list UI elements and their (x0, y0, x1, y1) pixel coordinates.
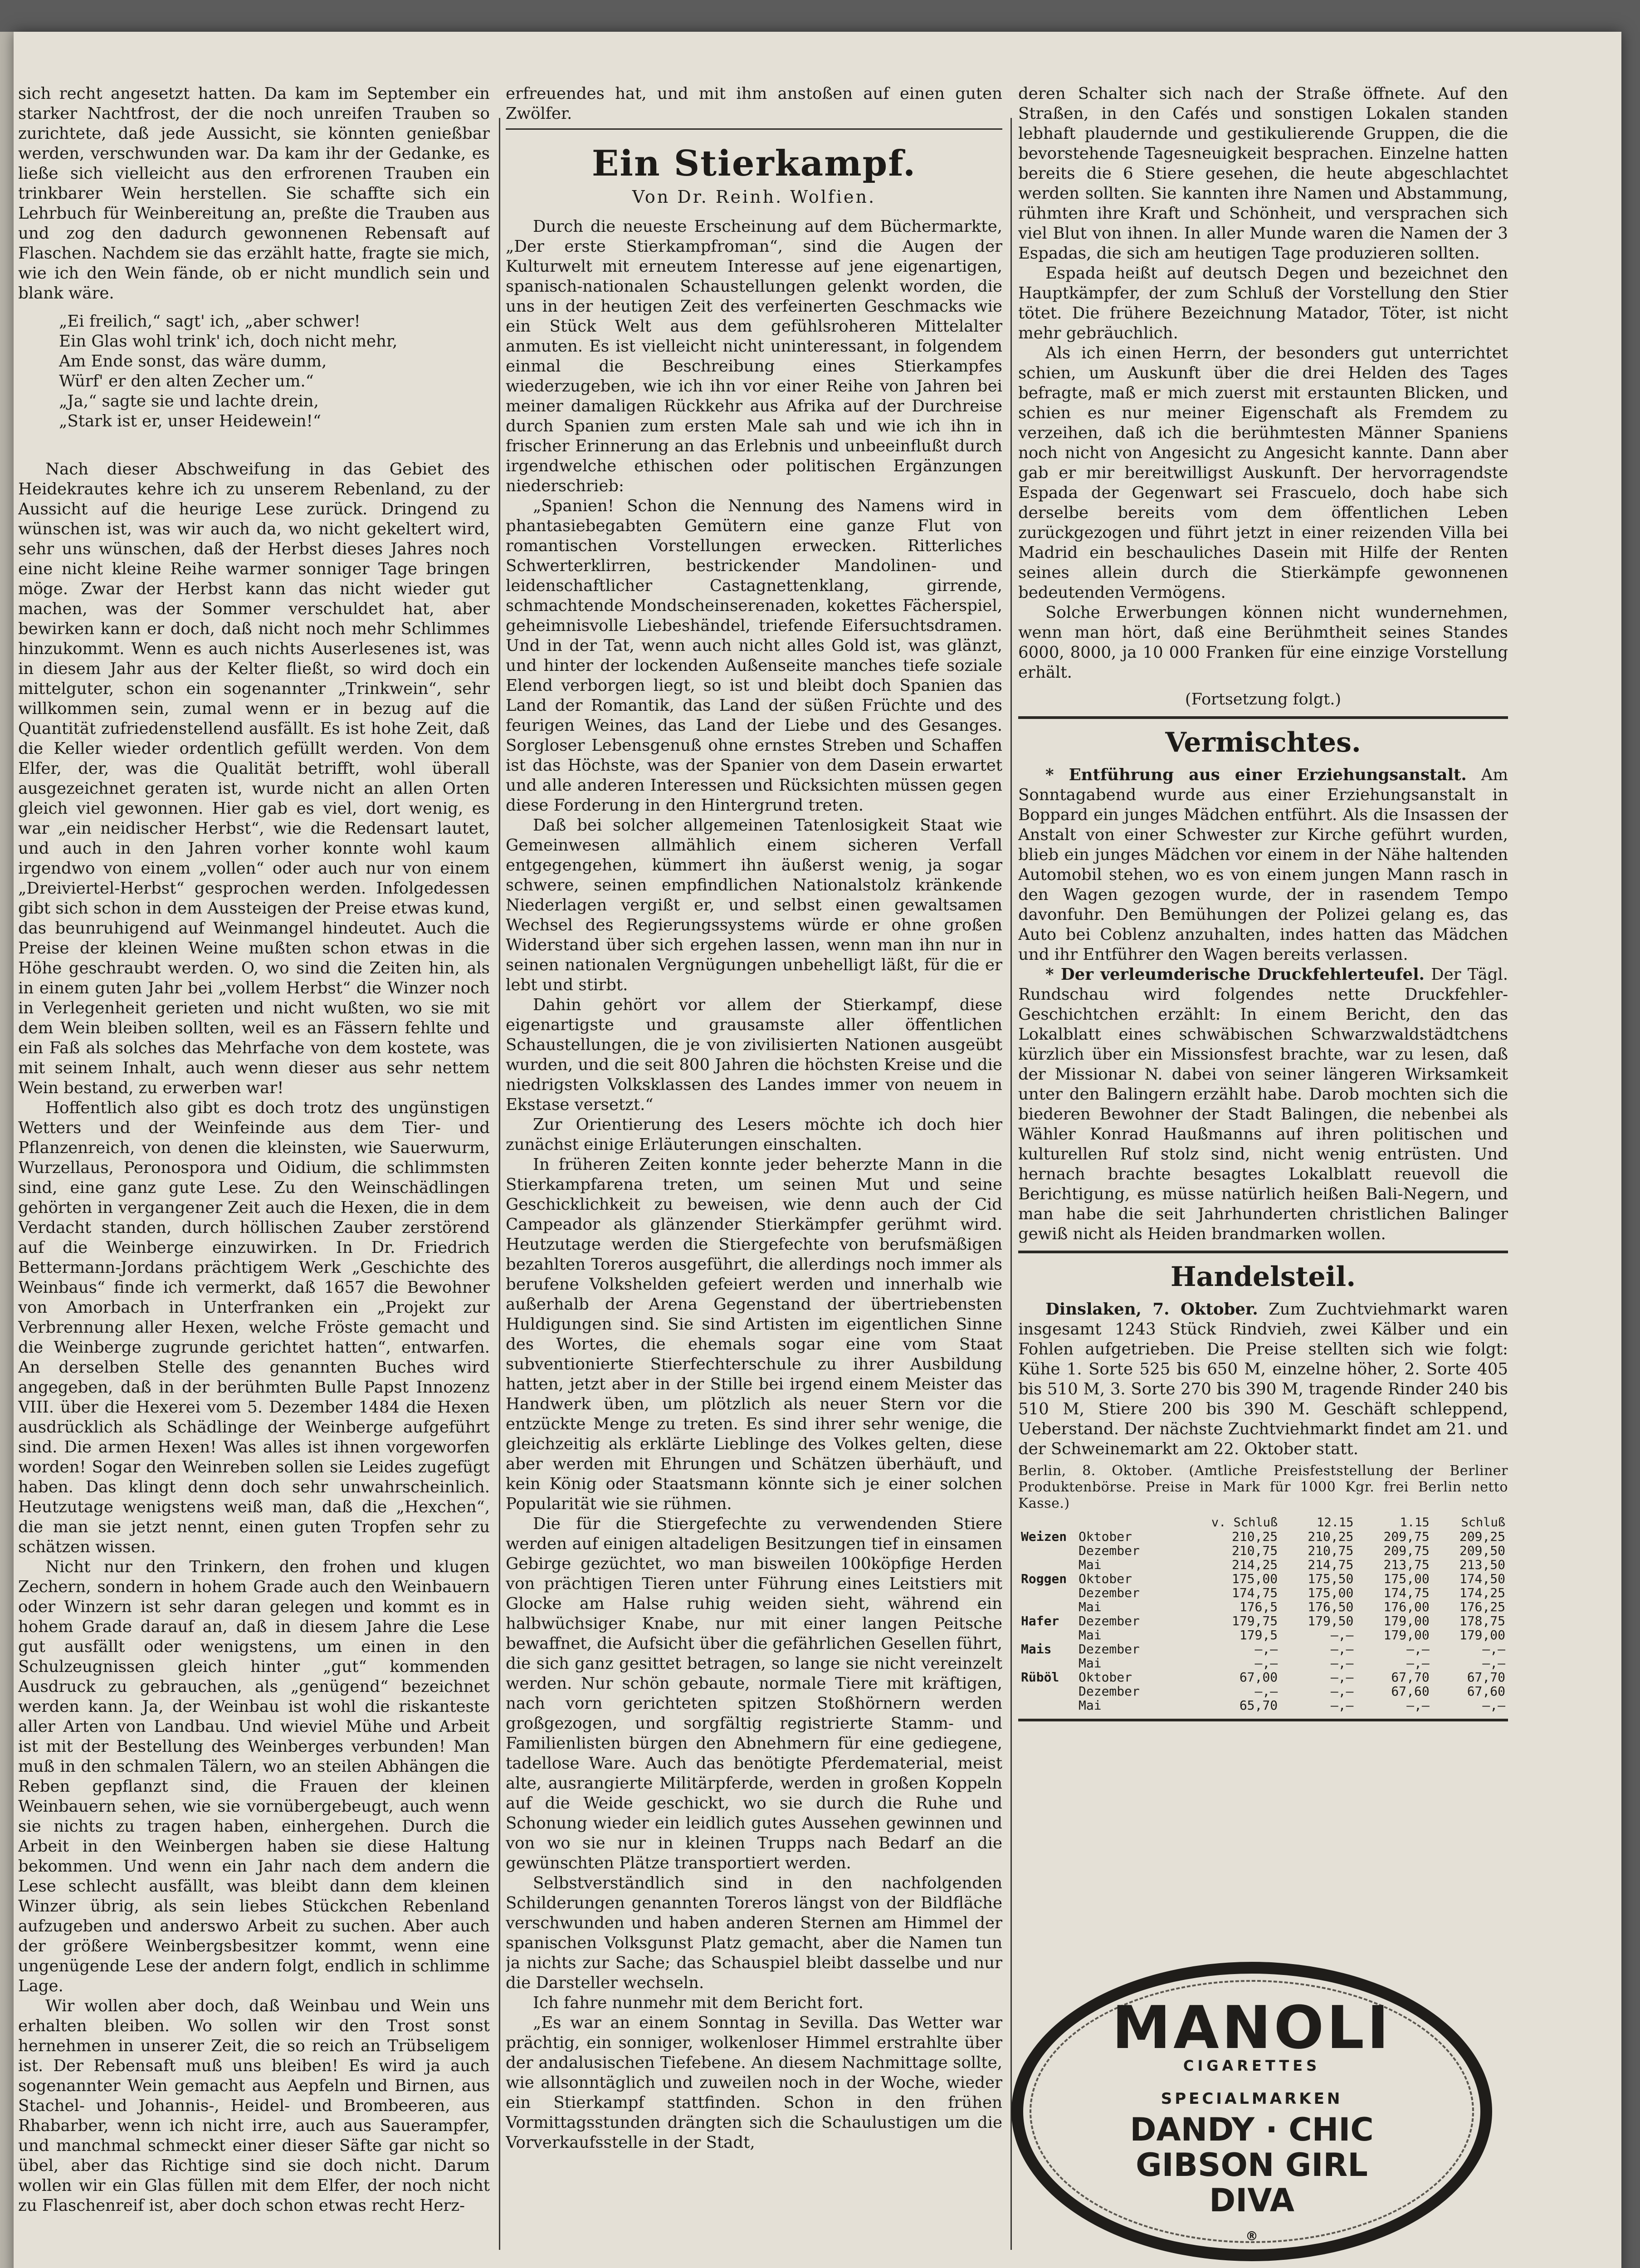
price-value: —,— (1406, 1656, 1430, 1671)
delivery-month: Mai (1079, 1698, 1102, 1713)
price-value: —,— (1254, 1656, 1278, 1671)
article-paragraph: Als ich einen Herrn, der besonders gut unterrichtet schien, um Auskunft über die drei Helden des Tages befragte, maß er mich zuerst mit erstaunten Blicken, und schien es nur meiner Eigenschaft als Fremdem zu verzeihen, daß ich die berühmtesten Männer Spaniens noch nicht von Angesicht zu Angesicht kannte. Dann aber gab er mir bereitwilligst Auskunft. Der hervorragendste Espada der Gegenwart sei Frascuelo, doch habe sich derselbe bereits vom dem öffentlichen Leben zurückgezogen und führt jetzt in einer reizenden Villa bei Madrid ein beschauliches Dasein mit Hilfe der Renten seines allein durch die Stierkämpfe gewonnenen bedeutenden Vermögens. (1018, 344, 1508, 602)
price-value: —,— (1254, 1642, 1278, 1657)
article-paragraph: sich recht angesetzt hatten. Da kam im September ein starker Nachtfrost, der die noch unreifen Trauben so zurichtete, daß jede Aussicht, sie könnten genießbar werden, verschwunden war. Da kam ihr der Gedanke, es ließe sich vielleicht aus den erfrorenen Trauben ein trinkbarer Wein herstellen. Sie schaffte sich ein Lehrbuch für Weinbereitung an, preßte die Trauben aus und zog den dadurch gewonnenen Rebensaft auf Flaschen. Nachdem sie das erzählt hatte, fragte sie mich, wie ich den Wein fände, ob er nicht mundlich sein und blank wäre. (18, 84, 490, 303)
price-column-header: Schluß (1461, 1515, 1505, 1530)
price-row (1018, 1656, 1508, 1670)
price-value: —,— (1330, 1656, 1354, 1671)
grain-name: Weizen (1021, 1529, 1067, 1544)
price-row (1018, 1600, 1508, 1614)
price-row (1018, 1670, 1508, 1684)
price-value: 67,60 (1391, 1684, 1430, 1699)
ad-brand-line: DANDY · CHIC (1130, 2111, 1374, 2148)
price-value: 179,5 (1239, 1628, 1278, 1642)
article-paragraph: Dahin gehört vor allem der Stierkampf, diese eigenartigste und grausamste aller öffentlichen Schaustellungen, die je von zivilisierten Nationen ausgeübt wurden, und die seit 800 Jahren die höchsten Kreise und die niedrigsten Volksklassen des Landes immer von neuem in Ekstase versetzt.“ (506, 996, 1002, 1114)
price-row (1018, 1586, 1508, 1600)
market-report-heading: Dinslaken, 7. Oktober. (1045, 1300, 1258, 1319)
price-value: 67,70 (1391, 1670, 1430, 1685)
column-3 (1018, 84, 1508, 2261)
grain-name: Roggen (1021, 1571, 1067, 1586)
section-title-trade: Handelsteil. (1170, 1261, 1356, 1293)
delivery-month: Dezember (1079, 1543, 1140, 1558)
price-value: 209,75 (1383, 1529, 1430, 1544)
price-value: 175,00 (1383, 1571, 1430, 1586)
article-paragraph: Wir wollen aber doch, daß Weinbau und Wein uns erhalten bleiben. Wo sollen wir den Trost sonst hernehmen in unserer Zeit, die so reich an Trübseligem ist. Der Rebensaft muß uns bleiben! Es wird ja auch sogenannter Wein gemacht aus Aepfeln und Birnen, aus Stachel- und Johannis-, Heidel- und Brombeeren, aus Rhabarber, wenn ich nicht irre, auch aus Sauerampfer, und manchmal schmeckt einer dieser Säfte gar nicht so übel, aber das Richtige sind sie doch nicht. Darum wollen wir ein Glas füllen mit dem Elfer, der noch nicht zu Flaschenreif ist, aber doch schon etwas recht Herz- (18, 1997, 490, 2215)
section-title-misc: Vermischtes. (1165, 727, 1361, 758)
price-value: 214,25 (1231, 1557, 1278, 1572)
article-paragraph: erfreuendes hat, und mit ihm anstoßen auf einen guten Zwölfer. (506, 84, 1002, 123)
grain-name (1018, 1684, 1076, 1698)
article-paragraph: Espada heißt auf deutsch Degen und bezeichnet den Hauptkämpfer, der zum Schluß der Vorstellung den Stier tötet. Die frühere Bezeichnung Matador, Töter, ist nicht mehr gebräuchlich. (1018, 264, 1508, 342)
price-value: 210,25 (1231, 1529, 1278, 1544)
ad-brand-line: DIVA (1209, 2182, 1294, 2219)
ad-registered-mark: ® (1245, 2229, 1258, 2244)
grain-name (1018, 1628, 1076, 1642)
price-value: 174,50 (1459, 1571, 1505, 1586)
section-divider (506, 128, 1002, 130)
article-paragraph: deren Schalter sich nach der Straße öffnete. Auf den Straßen, in den Cafés und sonstigen Lokalen standen lebhaft plaudernde und gestikulierende Gruppen, die die bevorstehende Tagesneuigkeit besprachen. Einzelne hatten bereits die 6 Stiere gesehen, die heute abgeschlachtet werden sollten. Sie kannten ihre Namen und Abstammung, rühmten ihre Kraft und Schönheit, und versprachen sich viel Blut von ihnen. In aller Munde waren die Namen der 3 Espadas, die sich am heutigen Tage produzieren sollten. (1018, 84, 1508, 263)
price-value: 179,75 (1231, 1613, 1278, 1628)
delivery-month: Dezember (1079, 1684, 1140, 1699)
price-value: —,— (1406, 1698, 1430, 1713)
price-value: 65,70 (1239, 1698, 1278, 1713)
grain-name (1018, 1544, 1076, 1558)
price-value: 67,00 (1239, 1670, 1278, 1685)
price-row (1018, 1558, 1508, 1572)
article-paragraph: Daß bei solcher allgemeinen Tatenlosigkeit Staat wie Gemeinwesen allmählich einem sicheren Verfall entgegengehen, kümmert ihn äußerst wenig, ja sogar schwere, seinen empfindlichen Nationalstolz kränkende Niederlagen vergißt er, und selbst einen gewaltsamen Wechsel des Regierungssystems würde er ohne großen Widerstand über sich ergehen lassen, wenn man ihn nur in seinen nationalen Vergnügungen unbehelligt läßt, für die er lebt und stirbt. (506, 816, 1002, 994)
price-value: —,— (1254, 1684, 1278, 1699)
price-row (1018, 1684, 1508, 1698)
price-value: 175,00 (1308, 1585, 1354, 1600)
delivery-month: Dezember (1079, 1585, 1140, 1600)
price-value: 176,50 (1308, 1599, 1354, 1614)
news-item-text: Der Tägl. Rundschau wird folgendes nette Druckfehler-Geschichtchen erzählt: In einem Bericht, den das Lokalblatt eines schwäbischen Schwarzwaldstädtchens kürzlich über ein Missionsfest brachte, war zu lesen, daß der Missionar N. dabei von seiner längeren Wirksamkeit unter den Balingern erzählt habe. Darob mochten sich die biederen Bewohner der Stadt Balingen, die nebenbei als Wähler Konrad Haußmanns auf ihren politischen und kulturellen Ruf stolz sind, nicht wenig entrüsten. Und hernach brachte besagtes Lokalblatt reuevoll die Berichtigung, es müsse natürlich heißen Bali-Negern, und man habe die seit Jahrhunderten christlichen Balinger gewiß nicht als Heiden brandmarken wollen. (1018, 965, 1508, 1243)
price-value: 176,00 (1383, 1599, 1430, 1614)
section-divider (1018, 1251, 1508, 1253)
price-value: —,— (1330, 1628, 1354, 1642)
price-value: 210,25 (1308, 1529, 1354, 1544)
price-row (1018, 1572, 1508, 1586)
price-value: 209,25 (1459, 1529, 1505, 1544)
delivery-month: Mai (1079, 1656, 1102, 1671)
delivery-month: Mai (1079, 1628, 1102, 1642)
article-paragraph: Solche Erwerbungen können nicht wundernehmen, wenn man hört, daß eine Berühmtheit seines Standes 6000, 8000, ja 10 000 Franken für eine einzige Vorstellung erhält. (1018, 603, 1508, 682)
ad-special-label: SPECIALMARKEN (1161, 2090, 1343, 2108)
column-1 (18, 84, 490, 2261)
delivery-month: Mai (1079, 1557, 1102, 1572)
market-report-text: Zum Zuchtviehmarkt waren insgesamt 1243 Stück Rindvieh, zwei Kälber und ein Fohlen aufgetrieben. Die Preise stellten sich wie folgt: Kühe 1. Sorte 525 bis 650 M, einzelne höher, 2. Sorte 405 bis 510 M, 3. Sorte 270 bis 390 M, tragende Rinder 240 bis 510 M, Stiere 200 bis 390 M. Geschäft schleppend, Ueberstand. Der nächste Zuchtviehmarkt findet am 21. und der Schweinemarkt am 22. Oktober statt. (1018, 1300, 1508, 1458)
price-value: 179,00 (1459, 1628, 1505, 1642)
price-value: 179,00 (1383, 1613, 1430, 1628)
article-title: Ein Stierkampf. (591, 143, 917, 184)
delivery-month: Oktober (1079, 1571, 1132, 1586)
delivery-month: Oktober (1079, 1670, 1132, 1685)
price-value: —,— (1406, 1642, 1430, 1657)
price-value: 174,75 (1231, 1585, 1278, 1600)
price-value: 214,75 (1308, 1557, 1354, 1572)
price-value: —,— (1482, 1642, 1505, 1657)
grain-price-table (1018, 1515, 1508, 1712)
delivery-month: Oktober (1079, 1529, 1132, 1544)
article-paragraph: Selbstverständlich sind in den nachfolgenden Schilderungen genannten Toreros längst von der Bildfläche verschwunden und haben anderen Sternen am Himmel der spanischen Volksgunst Platz gemacht, aber die Namen tun ja nichts zur Sache; das Schauspiel bleibt dasselbe und nur die Darsteller wechseln. (506, 1874, 1002, 1992)
column-rule (1010, 118, 1012, 2250)
price-value: 179,50 (1308, 1613, 1354, 1628)
grain-name: Rüböl (1021, 1670, 1059, 1685)
article-byline: Von Dr. Reinh. Wolfien. (632, 187, 876, 207)
price-column-header: v. Schluß (1211, 1515, 1278, 1530)
grain-name: Mais (1021, 1642, 1052, 1657)
price-value: 174,25 (1459, 1585, 1505, 1600)
continuation-note: (Fortsetzung folgt.) (1185, 690, 1342, 709)
price-value: 179,00 (1383, 1628, 1430, 1642)
article-paragraph: Zur Orientierung des Lesers möchte ich doch hier zunächst einige Erläuterungen einschalten. (506, 1115, 1002, 1154)
grain-name (1018, 1600, 1076, 1614)
grain-name (1018, 1698, 1076, 1712)
price-value: 67,60 (1467, 1684, 1505, 1699)
price-column-header: 12.15 (1317, 1515, 1354, 1530)
price-table-caption: Berlin, 8. Oktober. (Amtliche Preisfeststellung der Berliner Produktenbörse. Preise in Mark für 1000 Kgr. frei Berlin netto Kasse.) (1018, 1463, 1508, 1511)
price-value: 175,00 (1231, 1571, 1278, 1586)
price-row (1018, 1628, 1508, 1642)
grain-name (1018, 1558, 1076, 1572)
column-2 (506, 84, 1002, 2261)
news-item-text: Am Sonntagabend wurde aus einer Erziehungsanstalt in Boppard ein junges Mädchen entführt. Als die Insassen der Anstalt von einer Schwester zur Kirche geführt wurden, blieb ein junges Mädchen vor einem in der Nähe haltenden Automobil stehen, wo es von einem jungen Mann rasch in den Wagen gezogen wurde, der in rasendem Tempo davonfuhr. Den Bemühungen der Polizei gelang es, das Auto bei Coblenz anzuhalten, indes hatten das Mädchen und ihr Entführer den Wagen bereits verlassen. (1018, 766, 1508, 964)
article-paragraph: „Es war an einem Sonntag in Sevilla. Das Wetter war prächtig, ein sonniger, wolkenloser Himmel erstrahlte über der andalusischen Tiefebene. An diesem Nachmittage sollte, wie allsonntäglich und zuweilen noch in der Woche, wieder ein Stierkampf stattfinden. Schon in den frühen Vormittagsstunden drängten sich die Schaulustigen um die Vorverkaufsstelle in der Stadt, (506, 2014, 1002, 2152)
price-row (1018, 1614, 1508, 1628)
delivery-month: Mai (1079, 1599, 1102, 1614)
adjacent-page-edge (0, 32, 14, 2268)
price-row (1018, 1544, 1508, 1558)
price-row (1018, 1698, 1508, 1712)
price-value: —,— (1330, 1684, 1354, 1699)
article-paragraph: In früheren Zeiten konnte jeder beherzte Mann in die Stierkampfarena treten, um seinen Mut und seine Geschicklichkeit zu beweisen, wie denn auch der Cid Campeador als glänzender Stierkämpfer gerühmt wird. Heutzutage werden die Stiergefechte von berufsmäßigen bezahlten Toreros ausgeführt, die allerdings noch immer als berufene Volkshelden gefeiert werden und innerhalb wie außerhalb der Arena Gegenstand der übertriebensten Huldigungen sind. Sie sind Artisten im eigentlichen Sinne des Wortes, die ehemals sogar eine vom Staat subventionierte Stierfechterschule zu ihrer Ausbildung hatten, jetzt aber in der Stille bei irgend einem Meister das Handwerk üben, um plötzlich als neuer Stern vor die entzückte Menge zu treten. Es sind ihrer sehr wenige, die gleichzeitig als erklärte Lieblinge des Volkes gelten, diese aber werden mit Ehrungen und Schätzen überhäuft, und kein König oder Staatsmann könnte sich je einer solchen Popularität wie sie rühmen. (506, 1155, 1002, 1513)
price-row (1018, 1530, 1508, 1544)
news-item-heading: * Entführung aus einer Erziehungsanstalt. (1045, 766, 1467, 784)
price-value: 209,50 (1459, 1543, 1505, 1558)
article-paragraph: Die für die Stiergefechte zu verwendenden Stiere werden auf einigen altadeligen Besitzungen tief in einsamen Gebirge gezüchtet, wo man bisweilen 100köpfige Herden von prächtigen Tieren unter Führung eines Leitstiers mit Glocke am Halse ruhig weiden sieht, während ein halbwüchsiger Knabe, nur mit einer langen Peitsche bewaffnet, die Aufsicht über die gefährlichen Gesellen führt, die sich ganz gesittet betragen, so lange sie nicht vereinzelt werden. Nur schön gebaute, normale Tiere mit kräftigen, nach vorn gerichteten spitzen Stoßhörnern werden großgezogen, und sorgfältig registrierte Stamm- und Familienlisten bürgen den Abnehmern für eine gediegene, tadellose Ware. Auch das benötigte Pferdematerial, meist alte, ausrangierte Militärpferde, werden in großen Koppeln auf die Weide geschickt, wo sie durch die Ruhe und Schonung wieder ein leidlich gutes Aussehen gewinnen und von wo sie nur in kleinen Trupps nach Bedarf an die gewünschten Plätze transportiert werden. (506, 1515, 1002, 1872)
price-value: 213,50 (1459, 1557, 1505, 1572)
article-paragraph: Ich fahre nunmehr mit dem Bericht fort. (533, 1994, 864, 2012)
price-value: —,— (1482, 1656, 1505, 1671)
price-value: 174,75 (1383, 1585, 1430, 1600)
delivery-month: Dezember (1079, 1613, 1140, 1628)
delivery-month: Dezember (1079, 1642, 1140, 1657)
price-value: 213,75 (1383, 1557, 1430, 1572)
price-row (1018, 1642, 1508, 1656)
poem-verse: „Ei freilich,“ sagt' ich, „aber schwer! Ein Glas wohl trink' ich, doch nicht mehr, Am Ende sonst, das wäre dumm, Würf' er den alten Zecher um.“ „Ja,“ sagte sie und lachte drein, „Stark ist er, unser Heidewein!“ (59, 312, 398, 430)
price-value: 67,70 (1467, 1670, 1505, 1685)
price-value: 176,5 (1239, 1599, 1278, 1614)
manoli-advertisement (1011, 1962, 1492, 2261)
ad-brand: MANOLI (1112, 1993, 1392, 2062)
grain-name: Hafer (1021, 1613, 1059, 1628)
price-value: —,— (1330, 1642, 1354, 1657)
article-paragraph: „Spanien! Schon die Nennung des Namens wird in phantasiebegabten Gemütern eine ganze Flut von romantischen Vorstellungen erwecken. Ritterliches Schwerterklirren, bestrickender Mandolinen- und leidenschaftlicher Castagnettenklang, girrende, schmachtende Mondscheinserenaden, kokettes Fächerspiel, geheimnisvolle Liebeshändel, triefende Eifersuchtsdramen. Und in der Tat, wenn auch nicht alles Gold ist, was glänzt, und hinter der lockenden Außenseite manches tiefe soziale Elend verborgen liegt, so ist und bleibt doch Spanien das Land der Romantik, das Land der süßen Früchte und des feurigen Weines, das Land der Liebe und des Gesanges. Sorgloser Lebensgenuß ohne ernstes Streben und Schaffen ist das Höchste, was der Spanier von dem Dasein erwartet und alle anderen Interessen und Rücksichten müssen gegen diese Forderung in den Hintergrund treten. (506, 497, 1002, 815)
price-column-header: 1.15 (1400, 1515, 1430, 1530)
article-paragraph: Hoffentlich also gibt es doch trotz des ungünstigen Wetters und der Weinfeinde aus dem Tier- und Pflanzenreich, von denen die kleinsten, wie Sauerwurm, Wurzellaus, Peronospora und Oidium, die schlimmsten sind, eine ganz gute Lese. Zu den Weinschädlingen gehörten in vergangener Zeit auch die Hexen, die in dem Verdacht standen, durch höllischen Zauber zerstörend auf die Weinberge einzuwirken. In Dr. Friedrich Bettermann-Jordans prächtigem Werk „Geschichte des Weinbaus“ finde ich vermerkt, daß 1657 die Bewohner von Amorbach in Unterfranken ein „Projekt zur Verbrennung aller Hexen, welche Fröste gemacht und die Weinberge zugrunde gerichtet hatten“, entwarfen. An derselben Stelle des genannten Buches wird angegeben, daß in der berühmten Bulle Papst Innozenz VIII. über die Hexerei vom 5. Dezember 1484 die Hexen ausdrücklich als Schädlinge der Weinberge aufgeführt sind. Die armen Hexen! Was alles ist ihnen vorgeworfen worden! Sogar den Weinreben sollen sie Leides zugefügt haben. Das klingt denn doch sehr unwahrscheinlich. Heutzutage wenigstens weiß man, daß die „Hexchen“, die man sie jetzt nennt, einen guten Tropfen sehr zu schätzen wissen. (18, 1099, 490, 1556)
ad-subtitle: CIGARETTES (1183, 2057, 1321, 2074)
article-paragraph: Nach dieser Abschweifung in das Gebiet des Heidekrautes kehre ich zu unserem Rebenland, zu der Aussicht auf die heurige Lese zurück. Dringend zu wünschen ist, was wir auch da, wo nicht gekeltert wird, sehr uns wünschen, daß der Herbst dieses Jahres noch eine nicht kleine Reihe warmer sonniger Tage bringen möge. Zwar der Herbst kann das nicht wieder gut machen, was der Sommer verschuldet hat, aber bewirken kann er doch, daß nicht noch mehr Schlimmes hinzukommt. Wenn es auch nichts Auserlesenes ist, was in diesem Jahr aus der Kelter fließt, so wird doch ein mittelguter, schon ein sogenannter „Trinkwein“, sehr willkommen sein, zumal wenn er in bezug auf die Quantität zufriedenstellend ausfällt. Es ist hohe Zeit, daß die Keller wieder ordentlich gefüllt werden. Von dem Elfer, der, was die Qualität betrifft, wohl überall ausgezeichnet geraten ist, wurde nicht an allen Orten gleich viel gewonnen. Hier gab es viel, dort wenig, es war „ein neidischer Herbst“, wie die Redensart lautet, und auch in den Jahren vorher konnte wohl kaum irgendwo von einem „vollen“ oder auch nur von einem „Dreiviertel-Herbst“ gesprochen werden. Infolgedessen gibt sich schon in dem Aussteigen der Preise etwas kund, das beunruhigend auf Weinmangel hindeutet. Auch die Preise der kleinen Weine mußten schon etwas in die Höhe geschraubt werden. O, wo sind die Zeiten hin, als in einem guten Jahr bei „vollem Herbst“ die Winzer noch in Verlegenheit gerieten und nicht wußten, wo sie mit dem Wein bleiben sollten, weil es an Fässern fehlte und ein Faß als solches das Mehrfache von dem kostete, was mit seinem Inhalt, auch wenn dieser aus sehr nettem Wein bestand, zu erwerben war! (18, 460, 490, 1097)
price-value: 178,75 (1459, 1613, 1505, 1628)
article-paragraph: Nicht nur den Trinkern, den frohen und klugen Zechern, sondern in hohem Grade auch den Weinbauern oder Winzern ist sehr daran gelegen und kommt es in hohem Grade darauf an, daß in diesem Jahre die Lese gut ausfällt oder wenigstens, um einen in den Schulzeugnissen gleich hinter „gut“ kommenden Ausdruck zu gebrauchen, als „genügend“ bezeichnet werden kann. Ja, der Weinbau ist wohl die riskanteste aller Arten von Landbau. Und wieviel Mühe und Arbeit ist mit der Bestellung des Weinberges verbunden! Man muß in den schmalen Tälern, wo an steilen Abhängen die Reben gepflanzt sind, die Frauen der kleinen Weinbauern sehen, wie sie vornübergebeugt, auch wenn sie nichts zu tragen haben, einhergehen. Durch die Arbeit in den Weinbergen haben sie diese Haltung bekommen. Und wenn ein Jahr nach dem andern die Lese schlecht ausfällt, was bleibt dann dem kleinen Winzer übrig, als sein liebes Stückchen Rebenland aufzugeben und anderswo Arbeit zu suchen. Aber auch der größere Weinbergsbesitzer kommt, wenn eine ungenügende Lese der andern folgt, endlich in schlimme Lage. (18, 1558, 490, 1995)
price-value: —,— (1482, 1698, 1505, 1713)
price-value: —,— (1330, 1698, 1354, 1713)
price-value: 210,75 (1308, 1543, 1354, 1558)
news-item-heading: * Der verleumderische Druckfehlerteufel. (1045, 965, 1425, 984)
column-rule (499, 118, 500, 2250)
section-divider (1018, 1719, 1508, 1721)
price-value: 209,75 (1383, 1543, 1430, 1558)
price-value: —,— (1330, 1670, 1354, 1685)
article-paragraph: Durch die neueste Erscheinung auf dem Büchermarkte, „Der erste Stierkampfroman“, sind die Augen der Kulturwelt mit erneutem Interesse auf jene eigenartigen, spanisch-nationalen Schaustellungen gelenkt worden, die uns in der heutigen Zeit des verfeinerten Geschmacks wie ein Stück Welt aus dem gefühlsroheren Mittelalter anmuten. Es ist vielleicht nicht uninteressant, in folgendem einmal die Beschreibung eines Stierkampfes wiederzugeben, wie ich ihn vor einer Reihe von Jahren bei meiner damaligen Rückkehr aus Afrika auf der Durchreise durch Spanien zum ersten Male sah und wie ich ihn in frischer Erinnerung an das Erlebnis und unbeeinflußt durch irgendwelche ethischen oder politischen Ergänzungen niederschrieb: (506, 217, 1002, 495)
grain-name (1018, 1656, 1076, 1670)
grain-name (1018, 1586, 1076, 1600)
price-value: 175,50 (1308, 1571, 1354, 1586)
section-divider (1018, 716, 1508, 719)
price-value: 210,75 (1231, 1543, 1278, 1558)
price-value: 176,25 (1459, 1599, 1505, 1614)
ad-brand-line: GIBSON GIRL (1136, 2146, 1368, 2184)
